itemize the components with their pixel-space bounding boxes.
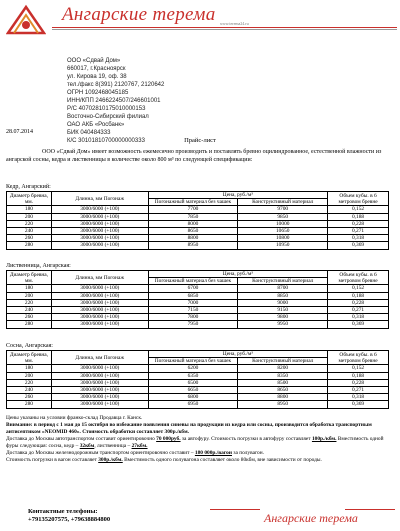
intro-paragraph: ООО «Сдвай Дом» имеет возможность ежемесячно производить и поставлять бревно оцилиндрованное, естественной влажности из ангарской сосны, кедра и лиственницы в количестве около 800 м³ по следующей спецификации: — [6, 149, 382, 163]
brand-name: Ангарские терема — [62, 4, 216, 25]
table-cell: 0,271 — [328, 228, 389, 235]
table-cell: 3000/6000 (+100) — [51, 292, 148, 299]
document-date: 28.07.2014 — [6, 129, 33, 135]
table-cell: 9150 — [238, 307, 328, 314]
table-row — [7, 307, 389, 314]
table-cell: 0,318 — [328, 394, 389, 401]
requisite-line: Восточно-Сибирский филиал — [67, 114, 149, 120]
price-table — [6, 270, 389, 329]
table-cell: 9850 — [238, 213, 328, 220]
table-cell: 7950 — [148, 321, 238, 328]
table-cell: 3000/6000 (+100) — [51, 285, 148, 292]
table-cell: 0,369 — [328, 321, 389, 328]
table-cell: 10800 — [238, 235, 328, 242]
company-logo-icon — [6, 3, 46, 35]
table-cell: 8800 — [238, 394, 328, 401]
table-cell: 280 — [7, 401, 52, 408]
table-cell: 180 — [7, 365, 52, 372]
table-cell: 9000 — [238, 299, 328, 306]
table-cell: 3000/6000 (+100) — [51, 299, 148, 306]
table-cell: 3000/6000 (+100) — [51, 387, 148, 394]
table-cell: 8650 — [148, 228, 238, 235]
header-volume: Объем кубы. в 6 метровом бревне — [328, 351, 389, 365]
table-cell: 3000/6000 (+100) — [51, 228, 148, 235]
table-cell: 0,188 — [328, 213, 389, 220]
price-table — [6, 350, 389, 409]
table-row — [7, 292, 389, 299]
table-cell: 9700 — [238, 206, 328, 213]
requisite-line: БИК 040484333 — [67, 130, 111, 136]
table-cell: 3000/6000 (+100) — [51, 379, 148, 386]
contacts-phones[interactable]: +79135207575, +79638884800 — [28, 515, 111, 523]
table-cell: 0,228 — [328, 299, 389, 306]
note-prices: Цены указаны на условии франко-склад Продавца г. Канск. — [6, 415, 143, 421]
table-cell: 8350 — [238, 372, 328, 379]
table-cell: 3000/6000 (+100) — [51, 206, 148, 213]
header-length: Длинна, мм Погонаж — [51, 192, 148, 206]
table-cell: 0,271 — [328, 387, 389, 394]
section-title: Лиственница, Ангарская: — [6, 263, 71, 269]
table-row — [7, 365, 389, 372]
table-row — [7, 213, 389, 220]
table-row — [7, 220, 389, 227]
table-cell: 3000/6000 (+100) — [51, 401, 148, 408]
requisite-line: ОАО АКБ «Росбанк» — [67, 122, 125, 128]
requisite-line: ОГРН 1092468045185 — [67, 90, 129, 96]
table-row — [7, 379, 389, 386]
header-length: Длинна, мм Погонаж — [51, 271, 148, 285]
table-cell: 0,152 — [328, 365, 389, 372]
document-title: Прайс-лист — [184, 137, 216, 144]
letterhead — [0, 0, 400, 40]
price-table — [6, 191, 389, 250]
header-price-a: Погонажный материал без чашек — [148, 278, 238, 285]
notes-block — [6, 415, 394, 464]
section-title: Кедр, Ангарский: — [6, 184, 51, 190]
table-cell: 7850 — [148, 213, 238, 220]
table-cell: 8200 — [238, 365, 328, 372]
header-price-b: Конструктивный материал — [238, 358, 328, 365]
table-cell: 8800 — [148, 235, 238, 242]
table-cell: 180 — [7, 206, 52, 213]
table-cell: 3000/6000 (+100) — [51, 394, 148, 401]
table-cell: 6950 — [148, 401, 238, 408]
note-antiseptic: Внимание: в период с 1 мая до 15 октября во избежание появления синевы на продукции из кедра или сосны, производится обработка транспортным антисептиком «NEOMID 460». Стоимость обработки составляет 300р./кбм. — [6, 422, 372, 435]
table-row — [7, 235, 389, 242]
footer-rule-right — [345, 509, 395, 510]
table-cell: 280 — [7, 242, 52, 249]
table-cell: 0,318 — [328, 235, 389, 242]
table-cell: 10000 — [238, 220, 328, 227]
table-cell: 8700 — [238, 285, 328, 292]
note-wagon-loading: Стоимость погрузки в вагон составляет 300р./кбм. Вместимость одного полувагона составляет около 80кбм, вне зависимости от породы. — [6, 457, 322, 463]
table-cell: 3000/6000 (+100) — [51, 235, 148, 242]
table-cell: 280 — [7, 321, 52, 328]
table-row — [7, 206, 389, 213]
table-cell: 220 — [7, 379, 52, 386]
site-url[interactable]: www.terema24.ru — [220, 21, 249, 26]
table-cell: 8000 — [148, 220, 238, 227]
table-cell: 0,152 — [328, 206, 389, 213]
table-cell: 3000/6000 (+100) — [51, 242, 148, 249]
table-row — [7, 321, 389, 328]
header-diameter: Диаметр бревна, мм. — [7, 271, 52, 285]
table-cell: 0,228 — [328, 379, 389, 386]
table-cell: 8950 — [238, 401, 328, 408]
table-cell: 0,188 — [328, 292, 389, 299]
table-cell: 7150 — [148, 307, 238, 314]
table-cell: 220 — [7, 299, 52, 306]
requisite-line: К/С 30101810700000000333 — [67, 138, 145, 144]
table-cell: 0,369 — [328, 401, 389, 408]
contacts-block — [28, 508, 110, 523]
header-price-a: Погонажный материал без чашек — [148, 358, 238, 365]
table-row — [7, 387, 389, 394]
table-row — [7, 314, 389, 321]
table-cell: 0,228 — [328, 220, 389, 227]
table-cell: 260 — [7, 235, 52, 242]
table-cell: 8850 — [238, 292, 328, 299]
note-truck-delivery: Доставка до Москвы автотранспортом составит ориентировочно 70 000руб. за автофуру. Стоимость погрузки в автофуру составляет 100р./кбм. Вместимость одной фуры следующая: сосна, кедр – 32кбм, лиственница – 27кбм. — [6, 436, 384, 449]
table-cell: 0,271 — [328, 307, 389, 314]
table-cell: 260 — [7, 314, 52, 321]
requisite-line: ИНН/КПП 2466224507/246601001 — [67, 98, 161, 104]
requisite-line: ООО «Сдвай Дом» — [67, 58, 121, 64]
table-cell: 260 — [7, 394, 52, 401]
table-row — [7, 242, 389, 249]
table-cell: 9950 — [238, 321, 328, 328]
table-cell: 6700 — [148, 285, 238, 292]
header-price: Цена, руб./м³ — [148, 351, 328, 358]
table-row — [7, 285, 389, 292]
header-price: Цена, руб./м³ — [148, 271, 328, 278]
table-cell: 240 — [7, 228, 52, 235]
header-price: Цена, руб./м³ — [148, 192, 328, 199]
header-diameter: Диаметр бревна, мм. — [7, 351, 52, 365]
table-cell: 6500 — [148, 379, 238, 386]
table-cell: 6650 — [148, 387, 238, 394]
header-length: Длинна, мм Погонаж — [51, 351, 148, 365]
table-row — [7, 299, 389, 306]
table-cell: 7800 — [148, 314, 238, 321]
table-cell: 3000/6000 (+100) — [51, 213, 148, 220]
header-price-b: Конструктивный материал — [238, 199, 328, 206]
header-price-b: Конструктивный материал — [238, 278, 328, 285]
table-row — [7, 228, 389, 235]
table-cell: 200 — [7, 292, 52, 299]
footer-brand: Ангарские терема — [264, 511, 358, 525]
table-cell: 0,152 — [328, 285, 389, 292]
requisite-line: 660017, г.Красноярск — [67, 66, 126, 72]
table-cell: 3000/6000 (+100) — [51, 365, 148, 372]
table-cell: 6200 — [148, 365, 238, 372]
company-requisites — [67, 57, 164, 145]
table-row — [7, 372, 389, 379]
table-cell: 3000/6000 (+100) — [51, 307, 148, 314]
table-cell: 10950 — [238, 242, 328, 249]
table-cell: 240 — [7, 307, 52, 314]
table-cell: 0,188 — [328, 372, 389, 379]
table-cell: 10650 — [238, 228, 328, 235]
header-rule — [52, 27, 397, 28]
table-row — [7, 401, 389, 408]
table-cell: 3000/6000 (+100) — [51, 220, 148, 227]
table-cell: 200 — [7, 213, 52, 220]
table-cell: 0,369 — [328, 242, 389, 249]
header-volume: Объем кубы. в 6 метровом бревне — [328, 192, 389, 206]
table-cell: 7700 — [148, 206, 238, 213]
table-cell: 7000 — [148, 299, 238, 306]
table-cell: 240 — [7, 387, 52, 394]
table-cell: 3000/6000 (+100) — [51, 372, 148, 379]
table-cell: 220 — [7, 220, 52, 227]
requisite-line: тел./факс 8(391) 2120767, 2120642 — [67, 82, 165, 88]
table-cell: 180 — [7, 285, 52, 292]
table-cell: 9800 — [238, 314, 328, 321]
table-cell: 6800 — [148, 394, 238, 401]
header-price-a: Погонажный материал без чашек — [148, 199, 238, 206]
table-cell: 3000/6000 (+100) — [51, 314, 148, 321]
note-rail-delivery: Доставка до Москвы железнодорожным транспортом ориентировочно составит – 180 000р./вагон за полувагон. — [6, 450, 264, 456]
table-cell: 8500 — [238, 379, 328, 386]
table-cell: 3000/6000 (+100) — [51, 321, 148, 328]
table-cell: 8650 — [238, 387, 328, 394]
table-row — [7, 394, 389, 401]
table-cell: 0,318 — [328, 314, 389, 321]
header-volume: Объем кубы. в 6 метровом бревне — [328, 271, 389, 285]
header-diameter: Диаметр бревна, мм. — [7, 192, 52, 206]
requisite-line: Р/С 40702810175010000153 — [67, 106, 146, 112]
footer-rule-left — [210, 509, 260, 510]
table-cell: 200 — [7, 372, 52, 379]
header-rule-secondary — [52, 29, 397, 30]
section-title: Сосна, Ангарская: — [6, 343, 53, 349]
requisite-line: ул. Кирова 19, оф. 38 — [67, 74, 127, 80]
table-cell: 6850 — [148, 292, 238, 299]
table-cell: 6350 — [148, 372, 238, 379]
contacts-label: Контактные телефоны: — [28, 508, 98, 515]
table-cell: 8950 — [148, 242, 238, 249]
